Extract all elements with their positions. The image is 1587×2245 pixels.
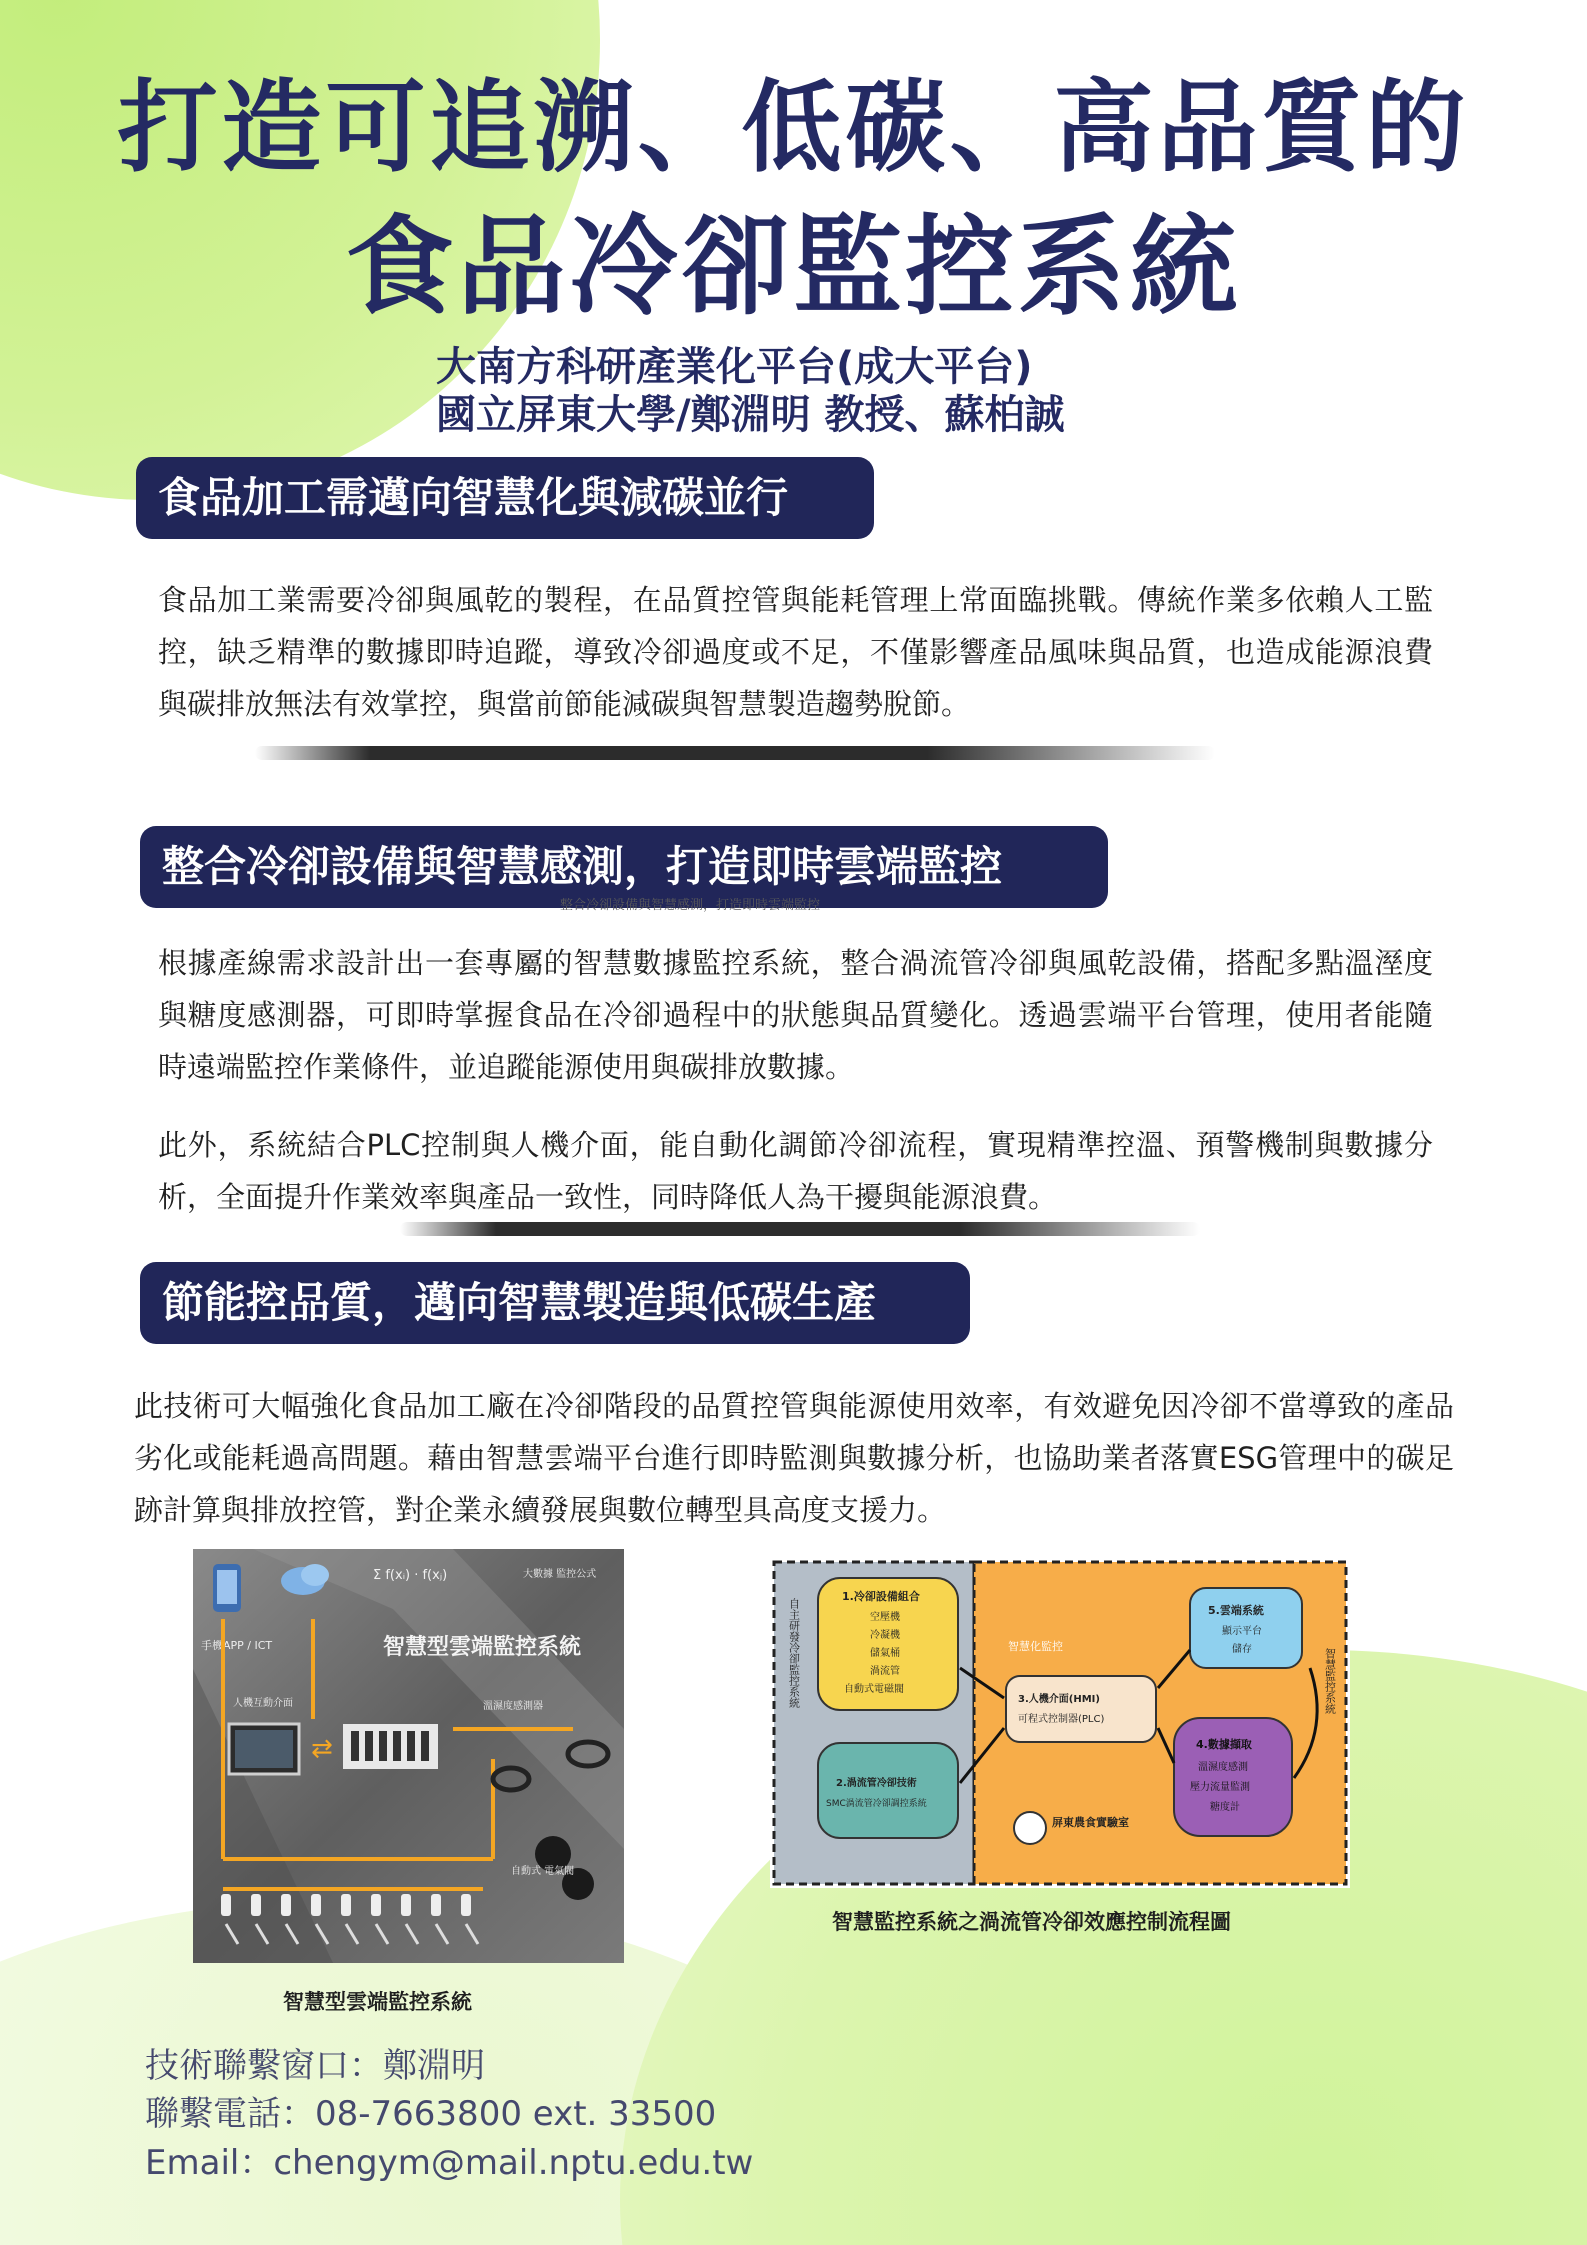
fig1-sensor-label: 溫濕度感測器: [483, 1701, 543, 1712]
flow-box-hmi-plc: [1006, 1676, 1156, 1742]
flow-box4-line: 糖度計: [1210, 1802, 1240, 1813]
fig1-main-label: 智慧型雲端監控系統: [383, 1635, 582, 1660]
section-1-paragraph: 食品加工業需要冷卻與風乾的製程，在品質控管與能耗管理上常面臨挑戰。傳統作業多依賴人工監控，缺乏精準的數據即時追蹤，導致冷卻過度或不足，不僅影響產品風味與品質，也造成能源浪費與碳排放無法有效掌控，與當前節能減碳與智慧製造趨勢脫節。: [158, 583, 1433, 721]
flow-box1-item: 自動式電磁閥: [844, 1684, 904, 1695]
section-2-paragraph-2: 此外，系統結合PLC控制與人機介面，能自動化調節冷卻流程，實現精準控溫、預警機制與數據分析，全面提升作業效率與產品一致性，同時降低人為干擾與能源浪費。: [158, 1128, 1433, 1214]
flow-box-data-acquisition: [1174, 1718, 1292, 1836]
cloud-system-diagram: [193, 1549, 624, 1963]
nozzle-row: [221, 1894, 471, 1916]
control-flowchart: [770, 1558, 1350, 1888]
section-divider-2: [400, 1222, 1200, 1236]
flow-box4-line: 溫濕度感測: [1198, 1762, 1248, 1773]
contact-person: 技術聯繫窗口：鄭淵明: [145, 2046, 485, 2086]
section-divider-1: [255, 746, 1215, 760]
flow-box2-line: SMC渦流管冷卻調控系統: [826, 1799, 927, 1809]
section-2-paragraph-1: 根據產線需求設計出一套專屬的智慧數據監控系統，整合渦流管冷卻與風乾設備，搭配多點溫溼度與糖度感測器，可即時掌握食品在冷卻過程中的狀態與品質變化。透過雲端平台管理，使用者能隨時遠端監控作業條件，並追蹤能源使用與碳排放數據。: [158, 946, 1433, 1084]
fig1-actuator-label: 自動式 電氣閥: [511, 1866, 575, 1877]
flow-box2-line: 2.渦流管冷卻技術: [836, 1778, 917, 1789]
flow-box1-item: 儲氣桶: [870, 1648, 900, 1659]
fig1-app-label: 手機APP / ICT: [201, 1639, 273, 1652]
page-title-line-1: 打造可追溯、低碳、高品質的: [117, 69, 1470, 186]
flow-right-vertical-label: 智慧監控系統: [1323, 1648, 1337, 1714]
lab-logo-icon: [1014, 1812, 1046, 1844]
section-heading-1: 食品加工需邁向智慧化與減碳並行: [136, 457, 874, 539]
flow-box1-item: 渦流管: [870, 1666, 900, 1677]
section-heading-3: 節能控品質，邁向智慧製造與低碳生產: [140, 1262, 970, 1344]
subtitle-platform: 大南方科研產業化平台(成大平台): [436, 344, 1033, 390]
fig1-data-label: 大數據 監控公式: [523, 1569, 597, 1580]
section-3-paragraph: 此技術可大幅強化食品加工廠在冷卻階段的品質控管與能源使用效率，有效避免因冷卻不當導致的產品劣化或能耗過高問題。藉由智慧雲端平台進行即時監測與數據分析，也協助業者落實ESG管理中的碳足跡計算與排放控管，對企業永續發展與數位轉型具高度支援力。: [134, 1389, 1454, 1527]
flow-box3-line: 3.人機介面(HMI): [1018, 1694, 1100, 1705]
flow-center-label: 智慧化監控: [1008, 1640, 1063, 1653]
svg-text:Σ f(xᵢ) · f(xⱼ): Σ f(xᵢ) · f(xⱼ): [373, 1568, 448, 1583]
contact-phone: 聯繫電話：08-7663800 ext. 33500: [145, 2094, 717, 2134]
flow-box1-item: 空壓機: [870, 1612, 900, 1623]
flowchart-figure: [770, 1558, 1350, 1888]
flow-box5-line: 儲存: [1232, 1644, 1252, 1655]
contact-email: Email：chengym@mail.nptu.edu.tw: [145, 2143, 754, 2183]
subtitle-authors: 國立屏東大學/鄭淵明 教授、蘇柏誠: [436, 392, 1065, 438]
flow-box1-title: 1.冷卻設備組合: [842, 1590, 920, 1603]
heading-shadow-text: 整合冷卻設備與智慧感測，打造即時雲端監控: [560, 898, 821, 913]
flow-box1-item: 冷凝機: [870, 1630, 900, 1641]
figure-2-caption: 智慧監控系統之渦流管冷卻效應控制流程圖: [832, 1910, 1231, 1934]
flow-box5-line: 顯示平台: [1222, 1626, 1262, 1637]
page-title-line-2: 食品冷卻監控系統: [345, 205, 1242, 330]
section-heading-2: 整合冷卻設備與智慧感測，打造即時雲端監控: [140, 826, 1108, 908]
figure-1-caption: 智慧型雲端監控系統: [283, 1990, 472, 2014]
flow-box4-line: 壓力流量監測: [1190, 1782, 1250, 1793]
cloud-monitoring-figure: [193, 1549, 624, 1963]
flow-box5-title: 5.雲端系統: [1208, 1604, 1264, 1617]
flow-box3-line: 可程式控制器(PLC): [1018, 1714, 1105, 1725]
flow-box4-title: 4.數據擷取: [1196, 1738, 1252, 1751]
flow-left-vertical-label: 自主研發冷卻監控系統: [787, 1598, 801, 1708]
flow-logo-label: 屏東農食實驗室: [1052, 1816, 1129, 1829]
svg-text:⇄: ⇄: [311, 1734, 333, 1764]
fig1-plc-label: 人機互動介面: [233, 1698, 293, 1709]
flow-box-vortex-tube: [818, 1743, 958, 1838]
